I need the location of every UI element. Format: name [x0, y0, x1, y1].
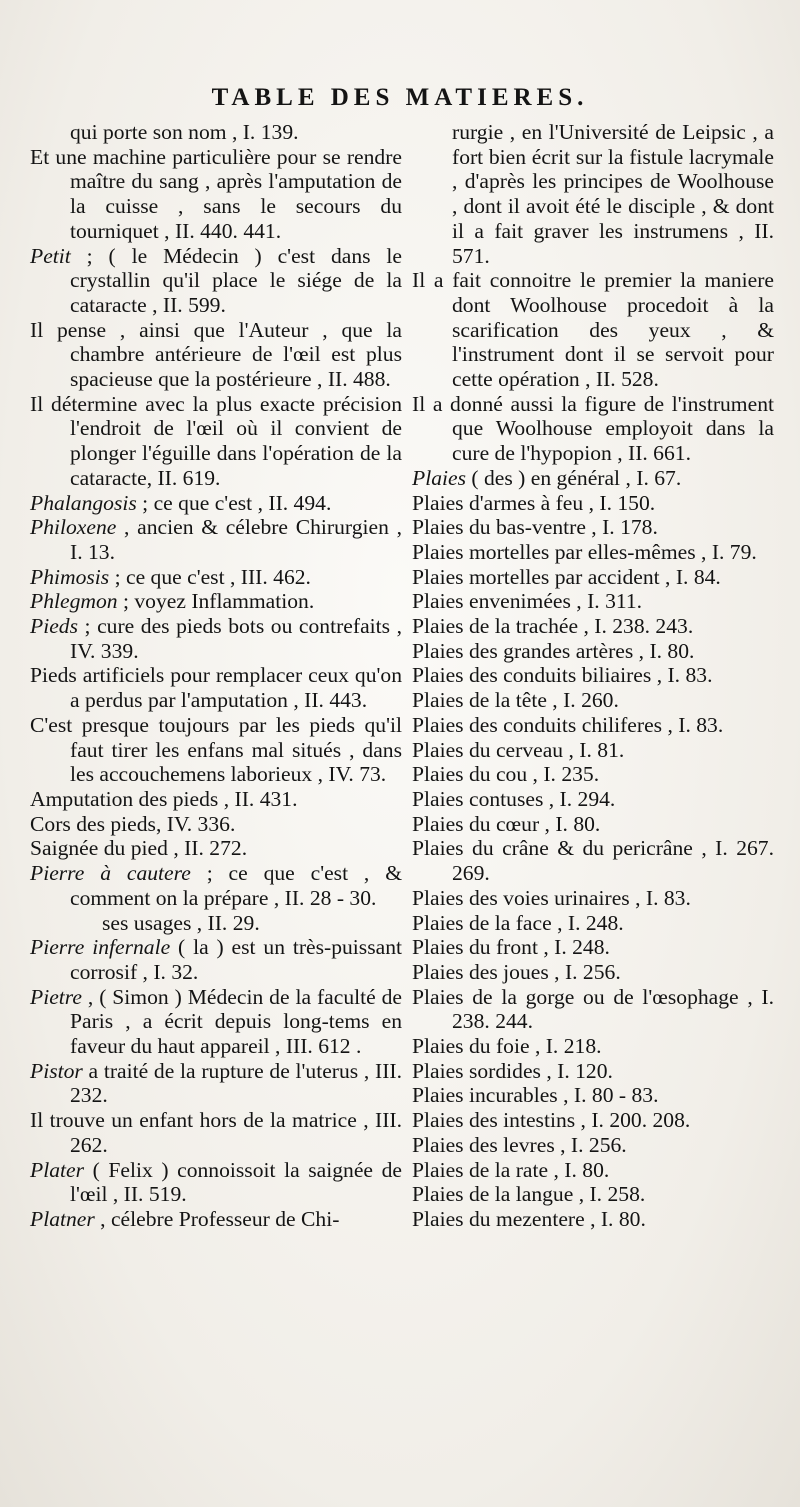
index-entry [30, 911, 402, 936]
index-entry-text: ; ( le Médecin ) c'est dans le crystallin qu'il place le siége de la cataracte , II. 599. [70, 243, 402, 317]
index-entry-headword: Plater [30, 1157, 84, 1182]
index-entry-text: , ( Simon ) Médecin de la faculté de Paris , a écrit depuis long-tems en faveur du haut appareil , III. 612 . [70, 984, 402, 1059]
index-entry-text: Plaies du mezentere , I. 80. [412, 1206, 646, 1231]
index-entry [412, 1207, 774, 1232]
index-entry-headword: Pierre infernale [30, 935, 171, 960]
index-entry-text: ; ce que c'est , III. 462. [109, 564, 311, 589]
index-entry [412, 663, 774, 688]
index-entry-text: Plaies de la rate , I. 80. [412, 1157, 610, 1182]
index-entry-headword: Pieds [30, 614, 78, 639]
index-entry [412, 911, 774, 936]
index-entry [412, 762, 774, 787]
index-entry-text: ; ce que c'est , II. 494. [136, 490, 332, 515]
index-entry-text: Pieds artificiels pour remplacer ceux qu'on a perdus par l'amputation , II. 443. [30, 663, 402, 713]
index-entry-text: Plaies des intestins , I. 200. 208. [412, 1108, 691, 1133]
index-entry-text: Plaies mortelles par accident , I. 84. [412, 564, 721, 589]
index-entry-text: Plaies des levres , I. 256. [412, 1132, 627, 1157]
index-entry-headword: Pierre à cautere [30, 861, 191, 886]
index-entry [412, 1059, 774, 1084]
index-entry-text: ( Felix ) connoissoit la saignée de l'œil , II. 519. [70, 1157, 402, 1207]
index-entry [412, 120, 774, 268]
index-entry [30, 565, 402, 590]
index-entry [412, 812, 774, 837]
index-entry [30, 318, 402, 392]
index-entry-headword: Phalangosis [30, 490, 137, 515]
index-entry-text: Plaies des conduits biliaires , I. 83. [412, 663, 713, 688]
index-entry-headword: Phlegmon [30, 589, 118, 614]
index-entry [412, 565, 774, 590]
index-entry [412, 960, 774, 985]
index-entry-headword: Pistor [30, 1058, 83, 1083]
index-entry [412, 614, 774, 639]
index-entry-text: Plaies du cou , I. 235. [412, 762, 600, 787]
index-entry-headword: Petit [30, 243, 71, 268]
index-entry [30, 713, 402, 787]
index-entry [30, 491, 402, 516]
index-entry [412, 515, 774, 540]
index-entry-text: Amputation des pieds , II. 431. [30, 786, 298, 811]
index-entry-text: qui porte son nom , I. 139. [70, 120, 299, 144]
index-entry-headword: Platner [30, 1206, 95, 1231]
index-entry [30, 787, 402, 812]
index-entry-text: ; voyez Inflammation. [117, 589, 315, 614]
index-entry-text: Il pense , ainsi que l'Auteur , que la chambre antérieure de l'œil est plus spacieuse que la postérieure , II. 488. [30, 317, 402, 392]
index-entry [30, 515, 402, 564]
index-entry-text: Plaies du cerveau , I. 81. [412, 737, 625, 762]
index-entry [412, 713, 774, 738]
index-entry-text: Plaies du front , I. 248. [412, 935, 610, 960]
index-entry-text: Plaies d'armes à feu , I. 150. [412, 490, 656, 515]
index-entry-text: ; ce que c'est , & comment on la prépare , II. 28 - 30. [70, 861, 402, 910]
index-entry-text: Plaies des grandes artères , I. 80. [412, 638, 695, 663]
index-entry [412, 886, 774, 911]
index-entry-text: Plaies de la tête , I. 260. [412, 688, 619, 713]
index-entry [412, 540, 774, 565]
index-entry [412, 1158, 774, 1183]
index-entry-text: Plaies des conduits chiliferes , I. 83. [412, 712, 724, 737]
index-entry-text: Plaies incurables , I. 80 - 83. [412, 1083, 659, 1108]
index-entry-text: ; cure des pieds bots ou contrefaits , IV. 339. [70, 614, 402, 663]
index-entry-text: Il a fait connoitre le premier la maniere dont Woolhouse procedoit à la scarification des yeux , & l'instrument dont il se servoit pour cette opération , II. 528. [412, 268, 774, 392]
index-entry-headword: Pietre [30, 984, 82, 1009]
index-entry [30, 1108, 402, 1157]
index-entry-text: Il trouve un enfant hors de la matrice , III. 262. [30, 1108, 402, 1157]
index-entry [30, 1158, 402, 1207]
index-entry-text: Plaies de la trachée , I. 238. 243. [412, 614, 694, 639]
index-entry-text: Cors des pieds, IV. 336. [30, 811, 236, 836]
index-entry [30, 392, 402, 491]
index-entry-text: Plaies de la langue , I. 258. [412, 1182, 646, 1207]
index-entry [412, 1034, 774, 1059]
index-column-right [412, 120, 774, 1232]
index-entry [30, 935, 402, 984]
index-entry-text: Plaies du crâne & du pericrâne , I. 267. 269. [412, 836, 774, 886]
index-entry [30, 985, 402, 1059]
index-entry [412, 639, 774, 664]
index-entry [30, 663, 402, 712]
index-entry-text: Plaies du cœur , I. 80. [412, 811, 601, 836]
index-entry-text: , célebre Professeur de Chi- [94, 1206, 340, 1231]
index-entry [412, 491, 774, 516]
index-entry [30, 1059, 402, 1108]
index-entry [30, 120, 402, 145]
index-entry-text: , ancien & célebre Chirurgien , I. 13. [70, 515, 402, 564]
index-entry [30, 812, 402, 837]
index-entry-headword: Phimosis [30, 564, 110, 589]
index-entry [412, 935, 774, 960]
index-entry-text: C'est presque toujours par les pieds qu'il faut tirer les enfans mal situés , dans les accouchemens laborieux , IV. 73. [30, 712, 402, 787]
index-entry-text: Plaies du bas-ventre , I. 178. [412, 515, 658, 540]
index-entry [30, 145, 402, 244]
index-entry-text: Et une machine particulière pour se rendre maître du sang , après l'amputation de la cuisse , sans le secours du tourniquet , II. 440. 441. [30, 144, 402, 243]
index-entry-text: ( la ) est un très-puissant corrosif , I. 32. [70, 935, 402, 984]
index-entry [30, 1207, 402, 1232]
page-header: TABLE DES MATIERES. [211, 84, 589, 111]
index-column-left [30, 120, 402, 1232]
index-entry-text: Plaies de la gorge ou de l'œsophage , I. 238. 244. [412, 984, 774, 1034]
index-entry [412, 1083, 774, 1108]
index-entry-text: Plaies envenimées , I. 311. [412, 589, 643, 614]
index-entry [412, 589, 774, 614]
index-entry-text: Plaies contuses , I. 294. [412, 786, 616, 811]
index-entry [30, 244, 402, 318]
index-entry [412, 1133, 774, 1158]
index-entry [412, 985, 774, 1034]
index-entry-text: Plaies sordides , I. 120. [412, 1058, 613, 1083]
index-entry-text: rurgie , en l'Université de Leipsic , a fort bien écrit sur la fistule lacrymale , d'après les principes de Woolhouse , dont il avoit été le disciple , & dont il a fait graver les instrumens , II. 571. [452, 120, 774, 268]
index-entry-text: ses usages , II. 29. [102, 910, 260, 935]
index-entry-text: a traité de la rupture de l'uterus , III. 232. [70, 1058, 402, 1108]
index-entry [412, 738, 774, 763]
index-entry-text: Saignée du pied , II. 272. [30, 836, 248, 861]
index-entry [30, 861, 402, 910]
index-entry [412, 268, 774, 392]
index-entry-text: Il a donné aussi la figure de l'instrument que Woolhouse employoit dans la cure de l'hypopion , II. 661. [412, 391, 774, 466]
index-entry-text: Plaies mortelles par elles-mêmes , I. 79. [412, 539, 757, 564]
index-entry [412, 1108, 774, 1133]
index-entry [30, 589, 402, 614]
index-entry [412, 466, 774, 491]
index-entry-text: Plaies des joues , I. 256. [412, 959, 621, 984]
index-entry [412, 836, 774, 885]
index-entry [412, 392, 774, 466]
index-entry [412, 688, 774, 713]
index-entry-text: ( des ) en général , I. 67. [465, 465, 682, 490]
index-entry-headword: Plaies [412, 465, 466, 490]
index-entry-text: Plaies du foie , I. 218. [412, 1034, 602, 1059]
index-entry-text: Plaies de la face , I. 248. [412, 910, 624, 935]
index-entry-text: Plaies des voies urinaires , I. 83. [412, 885, 691, 910]
index-entry [30, 614, 402, 663]
index-entry-text: Il détermine avec la plus exacte précision l'endroit de l'œil où il convient de plonger l'éguille dans l'opération de la cataracte, II. 619. [30, 391, 402, 490]
index-entry [412, 787, 774, 812]
index-entry-headword: Philoxene [30, 515, 117, 540]
index-entry [412, 1182, 774, 1207]
index-entry [30, 836, 402, 861]
